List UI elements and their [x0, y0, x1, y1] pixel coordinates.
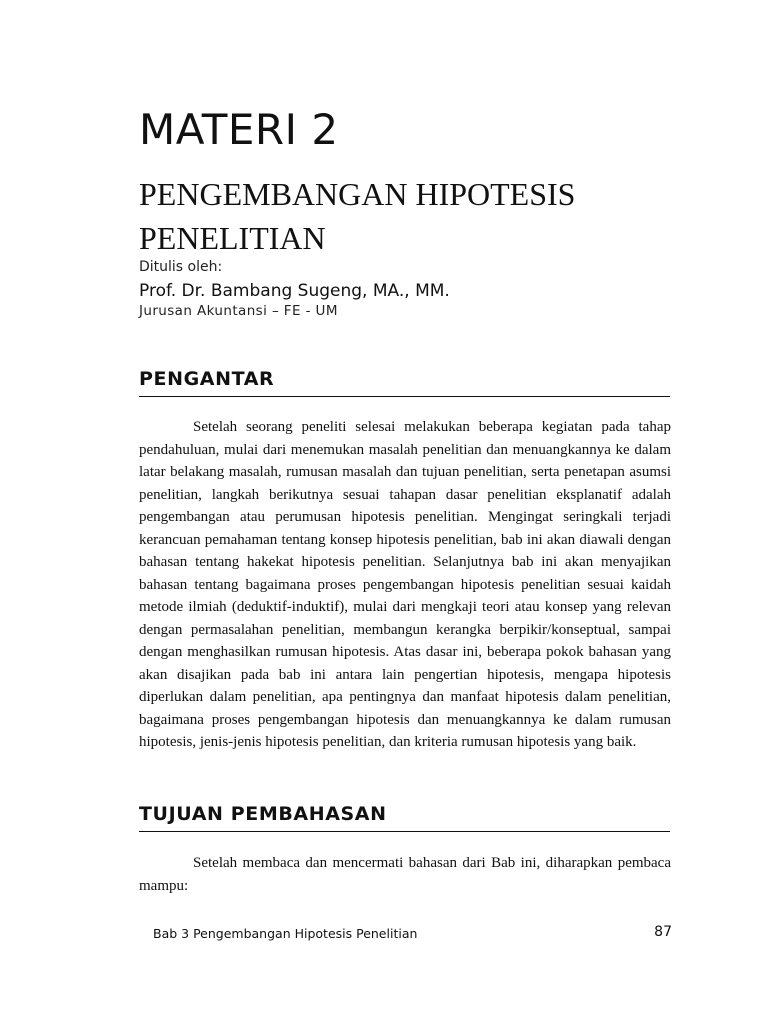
section-heading-pengantar: PENGANTAR — [139, 368, 670, 397]
footer-running-title: Bab 3 Pengembangan Hipotesis Penelitian — [153, 926, 418, 941]
paragraph-pengantar: Setelah seorang peneliti selesai melakukan beberapa kegiatan pada tahap pendahuluan, mulai dari menemukan masalah penelitian dan menuangkannya ke dalam latar belakang masalah, rumusan masalah dan tujuan penelitian, serta penetapan asumsi penelitian, langkah berikutnya sesuai tahapan dasar penelitian eksplanatif adalah pengembangan atau perumusan hipotesis penelitian. Mengingat seringkali terjadi kerancuan pemahaman tentang konsep hipotesis penelitian, bab ini akan diawali dengan bahasan tentang hakekat hipotesis penelitian. Selanjutnya bab ini akan menyajikan bahasan tentang bagaimana proses pengembangan hipotesis penelitian sesuai kaidah metode ilmiah (deduktif-induktif), mulai dari mengkaji teori atau konsep yang relevan dengan permasalahan penelitian, membangun kerangka berpikir/konseptual, sampai dengan menghasilkan rumusan hipotesis. Atas dasar ini, beberapa pokok bahasan yang akan disajikan pada bab ini antara lain pengertian hipotesis, mengapa hipotesis diperlukan dalam penelitian, apa pentingnya dan manfaat hipotesis dalam penelitian, bagaimana proses pengembangan hipotesis dan menuangkannya ke dalam rumusan hipotesis, jenis-jenis hipotesis penelitian, dan kriteria rumusan hipotesis yang baik. — [139, 419, 671, 750]
paragraph-tujuan: Setelah membaca dan mencermati bahasan dari Bab ini, diharapkan pembaca mampu: — [139, 855, 671, 894]
written-by-label: Ditulis oleh: — [139, 259, 223, 275]
author-name: Prof. Dr. Bambang Sugeng, MA., MM. — [139, 281, 450, 301]
section-heading-tujuan: TUJUAN PEMBAHASAN — [139, 803, 670, 832]
page-number: 87 — [654, 924, 672, 940]
chapter-label: MATERI 2 — [139, 105, 339, 154]
chapter-title: PENGEMBANGAN HIPOTESIS PENELITIAN — [139, 176, 576, 256]
author-affiliation: Jurusan Akuntansi – FE - UM — [139, 303, 338, 319]
